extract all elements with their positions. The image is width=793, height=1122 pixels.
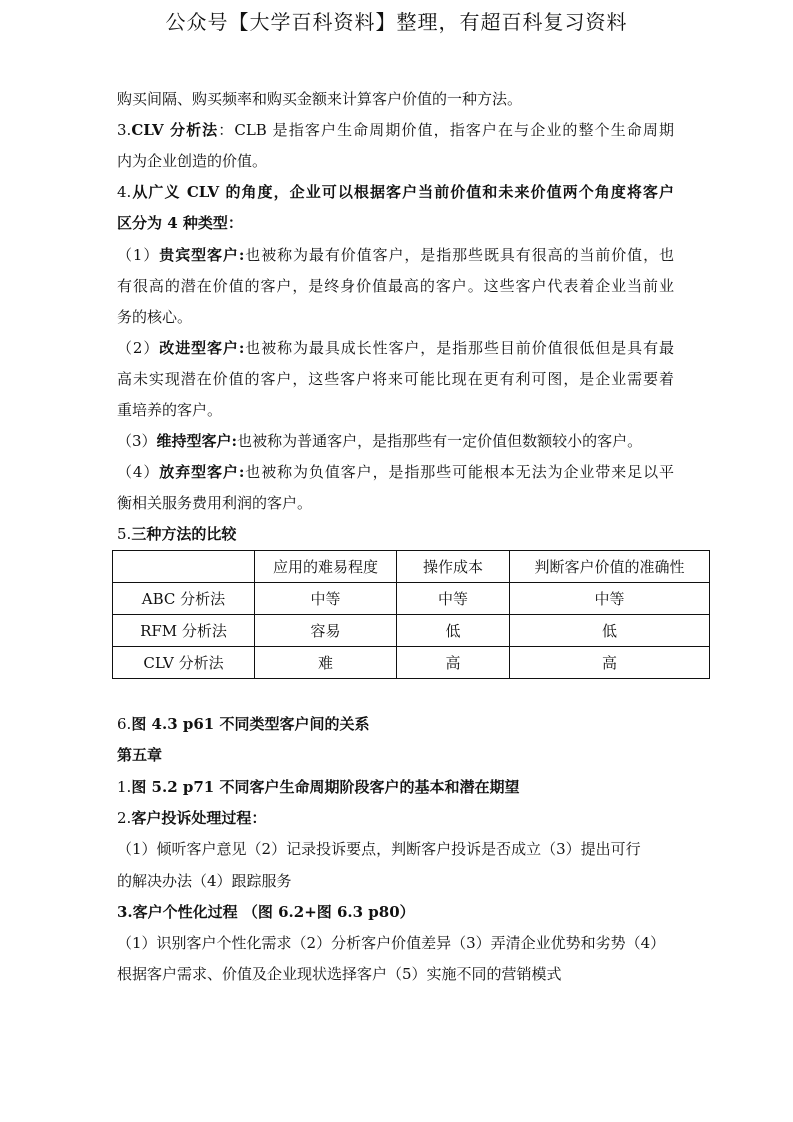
- text-line: [117, 524, 236, 544]
- plain-text: 也被称为普通客户，是指那些有一定价值但数额较小的客户。: [237, 432, 643, 451]
- table-cell: 中等: [255, 583, 397, 615]
- text-line: [117, 276, 674, 296]
- text-line: [117, 245, 674, 265]
- table-cell: ABC 分析法: [113, 583, 255, 615]
- table-cell: [113, 551, 255, 583]
- text-line: [117, 431, 642, 451]
- table-cell: 操作成本: [397, 551, 510, 583]
- line-prefix: （3）: [117, 432, 157, 451]
- text-line: [117, 182, 674, 202]
- plain-text: （1）倾听客户意见（2）记录投诉要点，判断客户投诉是否成立（3）提出可行: [117, 840, 641, 859]
- bold-text: 贵宾型客户:: [159, 245, 245, 264]
- bold-text: 第五章: [117, 746, 163, 765]
- bold-text: 3.客户个性化过程 （图 6.2+图 6.3 p80）: [117, 902, 415, 921]
- bold-text: 维持型客户:: [156, 432, 238, 451]
- bold-text: CLV 分析法: [131, 121, 219, 140]
- text-line: [117, 89, 522, 109]
- table-cell: 低: [510, 615, 710, 647]
- line-prefix: 5.: [117, 525, 132, 544]
- plain-text: ：CLB 是指客户生命周期价值，指客户在与企业的整个生命周期: [218, 121, 674, 140]
- plain-text: 重培养的客户。: [117, 401, 223, 419]
- plain-text: 也被称为负值客户，是指那些可能根本无法为企业带来足以平: [244, 463, 674, 482]
- line-prefix: （2）: [117, 338, 160, 357]
- bold-text: 放弃型客户:: [159, 463, 245, 482]
- plain-text: 务的核心。: [117, 307, 193, 326]
- table-cell: 判断客户价值的准确性: [510, 551, 710, 583]
- text-line: [117, 964, 562, 984]
- bold-text: 区分为 4 种类型：: [117, 214, 243, 233]
- table-row: [113, 615, 710, 647]
- text-line: [117, 213, 243, 233]
- text-line: [117, 369, 674, 389]
- plain-text: 内为企业创造的价值。: [117, 152, 268, 171]
- table-row: [113, 647, 710, 679]
- text-line: [117, 839, 641, 859]
- plain-text: 也被称为最有价值客户，是指那些既具有很高的当前价值，也: [244, 245, 674, 264]
- table-cell: 难: [255, 647, 397, 679]
- plain-text: 也被称为最具成长性客户，是指那些目前价值很低但是具有最: [244, 338, 674, 357]
- text-line: [117, 120, 674, 140]
- text-line: [117, 493, 312, 513]
- line-prefix: 2.: [117, 808, 132, 827]
- page-header: 公众号【大学百科资料】整理，有超百科复习资料: [165, 10, 628, 34]
- bold-text: 三种方法的比较: [131, 525, 237, 544]
- text-line: [117, 902, 415, 922]
- plain-text: 购买间隔、购买频率和购买金额来计算客户价值的一种方法。: [117, 90, 523, 108]
- table-cell: 应用的难易程度: [255, 551, 397, 583]
- table-cell: 容易: [255, 615, 397, 647]
- bold-text: 从广义 CLV 的角度，企业可以根据客户当前价值和未来价值两个角度将客户: [131, 183, 674, 202]
- line-prefix: 6.: [117, 715, 132, 733]
- bold-text: 改进型客户:: [159, 338, 245, 357]
- plain-text: 的解决办法（4）跟踪服务: [117, 871, 292, 890]
- line-prefix: （1）: [117, 245, 160, 264]
- table-cell: RFM 分析法: [113, 615, 255, 647]
- table-row: [113, 583, 710, 615]
- plain-text: 有很高的潜在价值的客户，是终身价值最高的客户。这些客户代表着企业当前业: [117, 276, 674, 295]
- text-line: [117, 933, 665, 953]
- plain-text: 衡相关服务费用利润的客户。: [117, 494, 313, 513]
- table-cell: 高: [510, 647, 710, 679]
- text-line: [117, 338, 674, 358]
- line-prefix: 4.: [117, 183, 132, 202]
- line-prefix: 3.: [117, 121, 132, 140]
- comparison-table: [112, 550, 710, 679]
- table-cell: 低: [397, 615, 510, 647]
- text-line: [117, 400, 222, 420]
- text-line: [117, 808, 266, 828]
- text-line: [117, 151, 267, 171]
- bold-text: 图 5.2 p71 不同客户生命周期阶段客户的基本和潜在期望: [131, 777, 520, 796]
- bold-text: 图 4.3 p61 不同类型客户间的关系: [131, 715, 370, 733]
- table-header-row: [113, 551, 710, 583]
- text-line: [117, 307, 192, 327]
- line-prefix: 1.: [117, 777, 132, 796]
- table-cell: 中等: [510, 583, 710, 615]
- text-line: [117, 871, 292, 891]
- plain-text: 高未实现潜在价值的客户，这些客户将来可能比现在更有利可图，是企业需要着: [117, 369, 674, 388]
- line-prefix: （4）: [117, 463, 160, 482]
- plain-text: （1）识别客户个性化需求（2）分析客户价值差异（3）弄清企业优势和劣势（4）: [117, 934, 666, 953]
- table-cell: CLV 分析法: [113, 647, 255, 679]
- text-line: [117, 777, 519, 797]
- text-line: [117, 462, 674, 482]
- text-line: [117, 745, 162, 765]
- plain-text: 根据客户需求、价值及企业现状选择客户（5）实施不同的营销模式: [117, 965, 562, 984]
- text-line: [117, 714, 369, 734]
- bold-text: 客户投诉处理过程：: [131, 808, 267, 827]
- table-cell: 中等: [397, 583, 510, 615]
- table-cell: 高: [397, 647, 510, 679]
